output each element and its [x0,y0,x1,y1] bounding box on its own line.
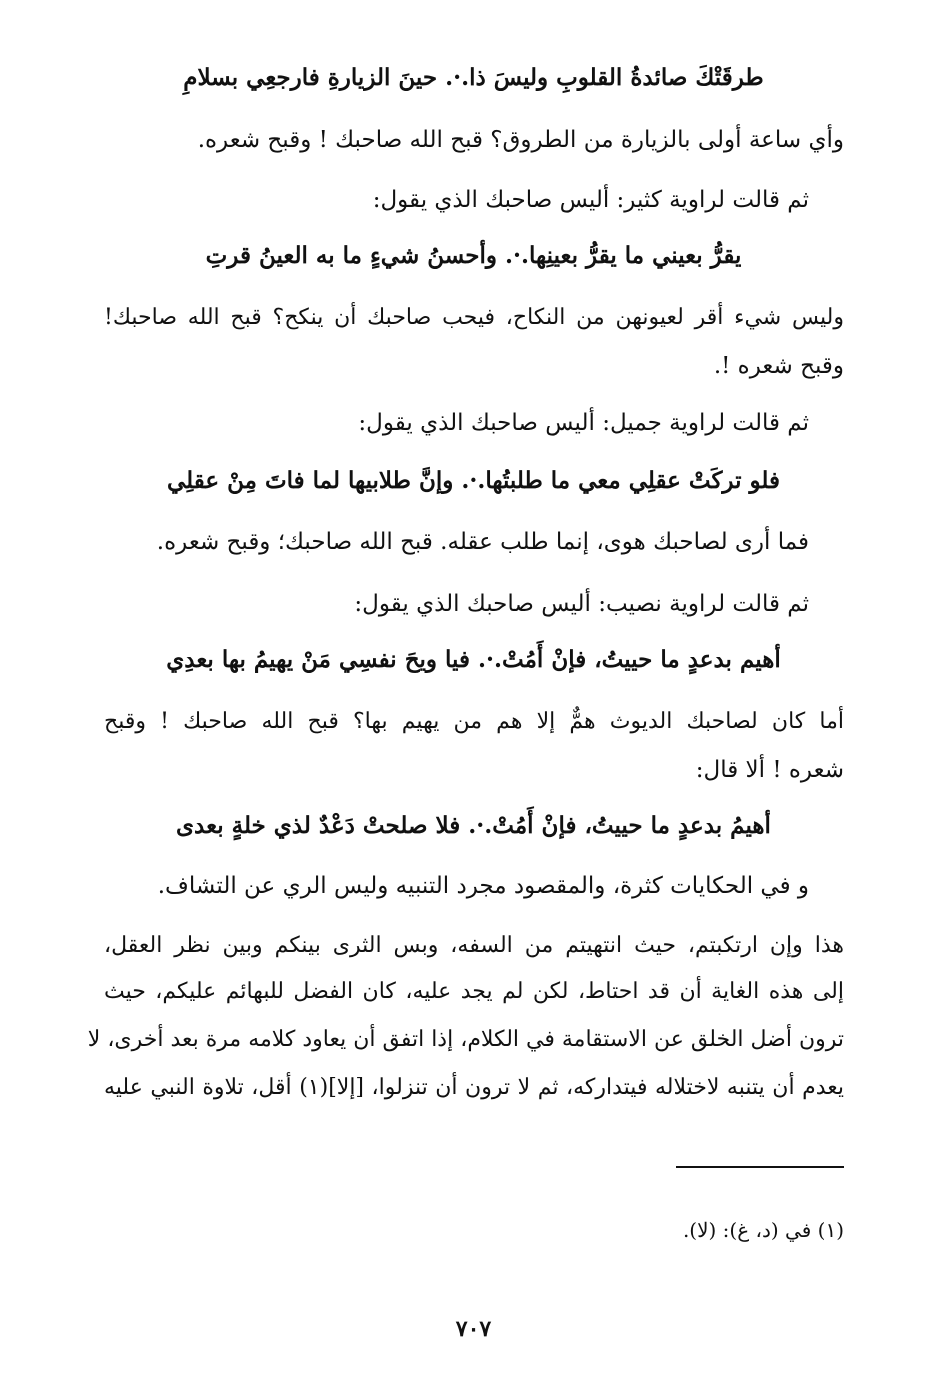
prose-line: يعدم أن يتنبه لاختلاله فيتداركه، ثم لا ترون أن تنزلوا، [إلا](١) أقل، تلاوة النبي عليه [104,1075,844,1100]
prose-line: شعره ! ألا قال: [695,757,844,783]
verse-line: أهيمُ بدعدٍ ما حييتُ، فإنْ أَمُتْ.·. فلا صلحتْ دَعْدٌ لذي خلةٍ بعدى [176,812,771,839]
prose-line: وقبح شعره !. [713,353,844,379]
footnote-separator [676,1166,844,1168]
prose-line: ثم قالت لراوية جميل: أليس صاحبك الذي يقول: [358,410,809,436]
prose-line: وليس شيء أقر لعيونهن من النكاح، فيحب صاحبك أن ينكح؟ قبح الله صاحبك! [104,305,844,330]
prose-line: ثم قالت لراوية نصيب: أليس صاحبك الذي يقول: [354,591,809,617]
page-number: ٧٠٧ [455,1316,492,1342]
verse-line: يقرُّ بعيني ما يقرُّ بعينِها.·. وأحسنُ شيءٍ ما به العينُ قرتِ [205,242,742,269]
verse-line: فلو تركَتْ عقلِي معي ما طلبتُها.·. وإنَّ طلابيها لما فاتَ مِنْ عقلِي [167,467,780,494]
footnote: (١) في (د، غ): (لا). [682,1218,844,1242]
prose-line: أما كان لصاحبك الديوث همٌّ إلا هم من يهيم بها؟ قبح الله صاحبك ! وقبح [104,709,844,734]
prose-line: ثم قالت لراوية كثير: أليس صاحبك الذي يقول: [372,187,809,213]
prose-line: ترون أضل الخلق عن الاستقامة في الكلام، إذا اتفق أن يعاود كلامه مرة بعد أخرى، لا [87,1027,844,1052]
prose-line: إلى هذه الغاية أن قد احتاط، لكن لم يجد عليه، كان الفضل للبهائم عليكم، حيث [104,979,844,1004]
prose-line: و في الحكايات كثرة، والمقصود مجرد التنبيه وليس الري عن التشاف. [157,873,809,899]
prose-line: فما أرى لصاحبك هوى، إنما طلب عقله. قبح الله صاحبك؛ وقبح شعره. [156,529,809,555]
verse-line: طرقَتْكَ صائدةُ القلوبِ وليسَ ذا.·. حينَ الزيارةِ فارجعِي بسلامِ [183,64,764,91]
verse-line: أهيم بدعدٍ ما حييتُ، فإنْ أَمُتْ.·. فيا ويحَ نفسِي مَنْ يهيمُ بها بعدِي [166,646,781,673]
prose-line: هذا وإن ارتكبتم، حيث انتهيتم من السفه، وبس الثرى بينكم وبين نظر العقل، [104,933,844,958]
prose-line: وأي ساعة أولى بالزيارة من الطروق؟ قبح الله صاحبك ! وقبح شعره. [197,127,844,153]
